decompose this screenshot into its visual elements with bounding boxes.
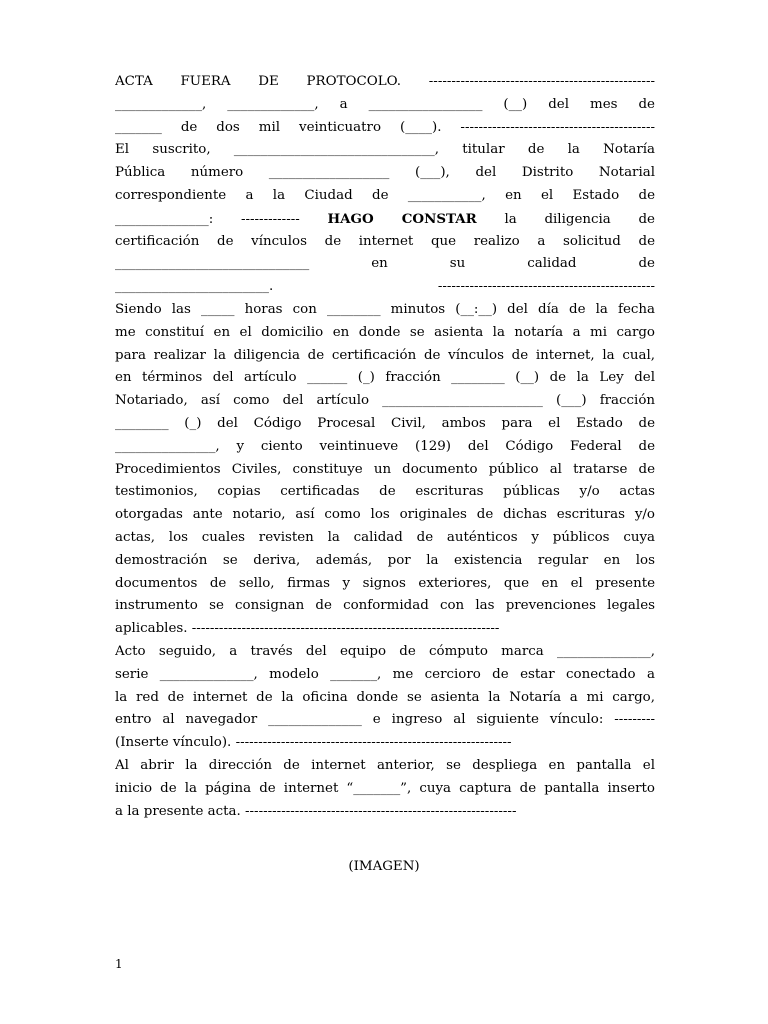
text-line: _______ de dos mil veinticuatro (____). -------------------------------------------	[115, 119, 655, 135]
text-line: testimonios, copias certificadas de escrituras públicas y/o actas	[115, 484, 655, 500]
text-line: inicio de la página de internet “_______”, cuya captura de pantalla inserto	[115, 780, 655, 796]
text-line: Notariado, así como del artículo ________________________ (___) fracción	[115, 393, 655, 409]
text-line: Procedimientos Civiles, constituye un documento público al tratarse de	[115, 461, 655, 477]
text-line: certificación de vínculos de internet que realizo a solicitud de	[115, 233, 655, 249]
text-line: ACTA FUERA DE PROTOCOLO. --------------------------------------------------	[115, 74, 655, 89]
text-line: (Inserte vínculo). -------------------------------------------------------------	[115, 735, 512, 751]
text-line: Pública número __________________ (___), del Distrito Notarial	[115, 165, 655, 181]
page-number: 1	[115, 957, 123, 971]
hago-constar-bold: HAGO CONSTAR	[327, 210, 477, 227]
text-line: Acto seguido, a través del equipo de cómputo marca ______________,	[115, 643, 655, 659]
text-line: _____________, _____________, a _________________ (__) del mes de	[115, 96, 655, 112]
image-placeholder-label: (IMAGEN)	[348, 859, 420, 874]
text-line: me constituí en el domicilio en donde se asienta la notaría a mi cargo	[115, 324, 655, 340]
text-line: correspondiente a la Ciudad de ___________, en el Estado de	[115, 187, 655, 203]
text-line: _______________________. ------------------------------------------------	[115, 279, 655, 295]
text-line: a la presente acta. ------------------------------------------------------------	[115, 803, 517, 819]
text-line: serie ______________, modelo _______, me cercioro de estar conectado a	[115, 666, 655, 682]
text-line: actas, los cuales revisten la calidad de auténticos y públicos cuya	[115, 529, 655, 545]
line7-suffix: la diligencia de	[504, 211, 655, 227]
text-line: El suscrito, ______________________________, titular de la Notaría	[115, 142, 655, 158]
text-line: instrumento se consignan de conformidad con las prevenciones legales	[115, 598, 655, 614]
text-line-hago-constar	[115, 208, 655, 231]
text-line: documentos de sello, firmas y signos exteriores, que en el presente	[115, 575, 655, 591]
text-line: demostración se deriva, además, por la existencia regular en los	[115, 552, 655, 568]
text-line: _______________, y ciento veintinueve (129) del Código Federal de	[115, 438, 655, 454]
text-line: entro al navegador ______________ e ingreso al siguiente vínculo: ---------	[115, 712, 655, 728]
line7-prefix: ______________: -------------	[115, 211, 300, 227]
text-line: Siendo las _____ horas con ________ minutos (__:__) del día de la fecha	[115, 301, 655, 317]
text-line: otorgadas ante notario, así como los originales de dichas escrituras y/o	[115, 507, 655, 523]
document-body	[115, 71, 655, 823]
text-line: _____________________________ en su calidad de	[115, 256, 655, 272]
text-line: Al abrir la dirección de internet anterior, se despliega en pantalla el	[115, 757, 655, 773]
text-line: aplicables. --------------------------------------------------------------------	[115, 621, 500, 637]
text-line: ________ (_) del Código Procesal Civil, ambos para el Estado de	[115, 415, 655, 431]
text-line: en términos del artículo ______ (_) fracción ________ (__) de la Ley del	[115, 370, 655, 386]
text-line: la red de internet de la oficina donde se asienta la Notaría a mi cargo,	[115, 689, 655, 705]
text-line: para realizar la diligencia de certificación de vínculos de internet, la cual,	[115, 347, 655, 363]
